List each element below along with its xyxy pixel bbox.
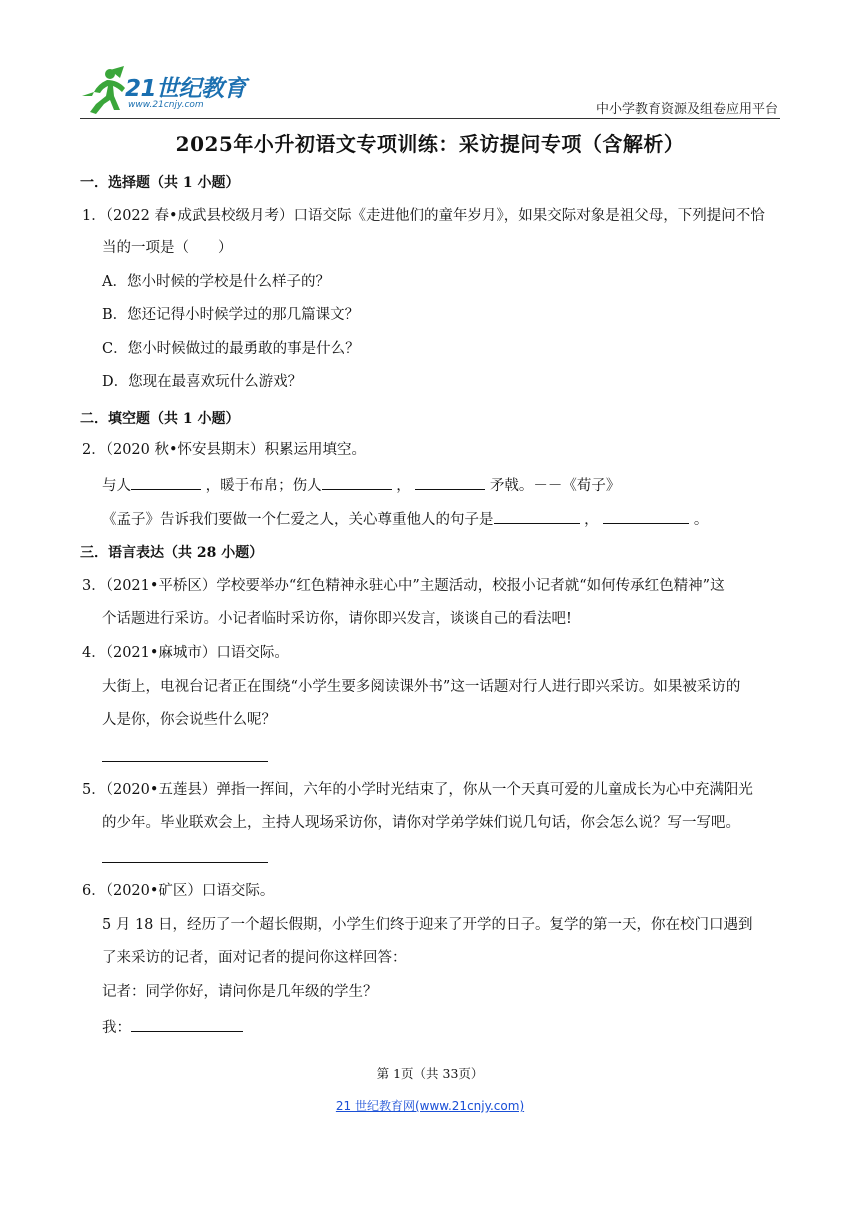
answer-line[interactable]	[102, 761, 268, 762]
question-6-text: 6．（2020•矿区）口语交际。	[82, 883, 275, 899]
question-6-text-cont: 5 月 18 日，经历了一个超长假期，小学生们终于迎来了开学的日子。复学的第一天，你在校门口遇到	[102, 917, 753, 933]
question-5-text-cont: 的少年。毕业联欢会上，主持人现场采访你，请你对学弟学妹们说几句话，你会怎么说？写一写吧。	[102, 815, 740, 831]
option-c: C．您小时候做过的最勇敢的事是什么？	[102, 341, 360, 357]
fill-blank[interactable]	[131, 474, 201, 490]
section-heading-fill: 二．填空题（共 1 小题）	[80, 411, 240, 427]
question-2-line-xunzi: 与人 ，暖于布帛；伤人 ， 矛戟。－－《荀子》	[102, 474, 620, 496]
option-d: D．您现在最喜欢玩什么游戏？	[102, 374, 303, 390]
fill-blank[interactable]	[415, 474, 485, 490]
question-1-text-cont: 当的一项是（ ）	[102, 240, 233, 256]
page-header	[80, 66, 780, 118]
fill-blank[interactable]	[322, 474, 392, 490]
question-2-text: 2．（2020 秋•怀安县期末）积累运用填空。	[82, 442, 367, 458]
student-answer: 我：	[102, 1016, 243, 1038]
answer-line[interactable]	[102, 862, 268, 863]
logo-text: 21世纪教育	[125, 76, 247, 102]
question-4-text-cont: 大街上，电视台记者正在围绕“小学生要多阅读课外书”这一话题对行人进行即兴采访。如果被采访的	[102, 679, 741, 695]
question-3-text: 3．（2021•平桥区）学校要举办“红色精神永驻心中”主题活动，校报小记者就“如何传承红色精神”这	[82, 578, 725, 594]
fill-blank[interactable]	[603, 508, 689, 524]
option-b: B．您还记得小时候学过的那几篇课文？	[102, 307, 360, 323]
logo	[80, 66, 260, 118]
fill-blank[interactable]	[131, 1016, 243, 1032]
question-4-text: 4．（2021•麻城市）口语交际。	[82, 645, 289, 661]
section-heading-expression: 三．语言表达（共 28 小题）	[80, 545, 264, 561]
page-number: 第 1页（共 33页）	[376, 1066, 484, 1081]
site-link[interactable]: 21 世纪教育网(www.21cnjy.com)	[335, 1099, 525, 1113]
question-6-text-cont2: 了来采访的记者，面对记者的提问你这样回答：	[102, 950, 407, 966]
runner-logo-icon	[80, 66, 128, 116]
question-3-text-cont: 个话题进行采访。小记者临时采访你，请你即兴发言，谈谈自己的看法吧!	[102, 611, 572, 627]
header-divider	[80, 118, 780, 119]
question-1-text: 1．（2022 春•成武县校级月考）口语交际《走进他们的童年岁月》，如果交际对象是祖父母，下列提问不恰	[82, 208, 765, 224]
page-title: 2025年小升初语文专项训练：采访提问专项（含解析）	[175, 132, 685, 156]
question-5-text: 5．（2020•五莲县）弹指一挥间，六年的小学时光结束了，你从一个天真可爱的儿童成长为心中充满阳光	[82, 782, 753, 798]
fill-blank[interactable]	[494, 508, 580, 524]
platform-name: 中小学教育资源及组卷应用平台	[595, 102, 778, 117]
question-2-line-mengzi: 《孟子》告诉我们要做一个仁爱之人，关心尊重他人的句子是 ， 。	[102, 508, 708, 530]
footer-link-row	[0, 1097, 860, 1114]
reporter-question: 记者：同学你好，请问你是几年级的学生？	[102, 984, 378, 1000]
question-4-text-cont2: 人是你，你会说些什么呢？	[102, 712, 276, 728]
option-a: A．您小时候的学校是什么样子的？	[102, 274, 330, 290]
section-heading-choice: 一．选择题（共 1 小题）	[80, 175, 240, 191]
logo-url: www.21cnjy.com	[128, 100, 204, 110]
